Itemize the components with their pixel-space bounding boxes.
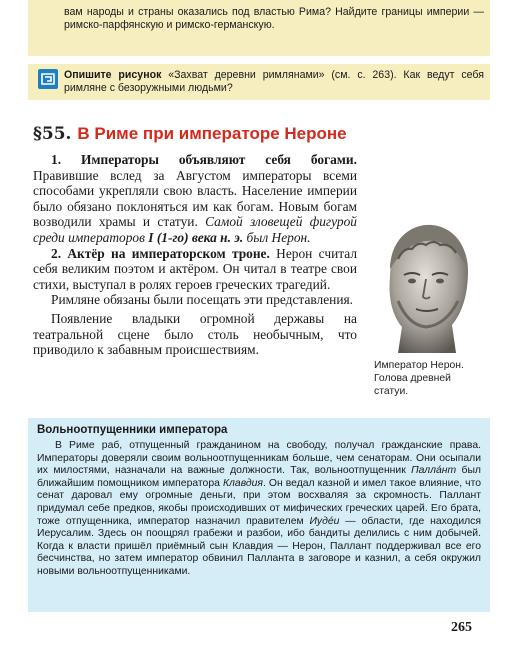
paragraph-1-italic-end: был Нерон. xyxy=(243,229,311,245)
paragraph-2 xyxy=(33,246,357,293)
task-body: «Захват деревни римлянами» (см. с. 263). Как ведут себя римляне с безоружными людьми? xyxy=(64,69,484,94)
freedmen-title: Вольноотпущенники императора xyxy=(37,424,228,436)
section-number: §55. xyxy=(33,124,72,144)
paragraph-1-lead: 1. Императоры объявляют себя богами. xyxy=(51,152,357,167)
section-title: В Риме при императоре Нероне xyxy=(77,124,347,143)
paragraph-3: Римляне обязаны были посещать эти представления. xyxy=(51,292,353,308)
paragraph-1-body: Правившие вслед за Августом императоры всеми способами укрепляли свою власть. Население империи было обязано поклоняться им как богам. Новым богам возводили храмы и статуи. xyxy=(33,167,357,230)
bust-caption: Император Нерон. Голова древней статуи. xyxy=(374,360,464,397)
freedmen-box xyxy=(28,418,490,612)
section-heading xyxy=(33,122,483,146)
paragraph-1-italic: Самой зловещей фигурой среди императоров xyxy=(33,214,357,245)
task-lead: Опишите рисунок xyxy=(64,69,162,81)
paragraph-2-lead: 2. Актёр на императорском троне. xyxy=(51,245,270,261)
paragraph-1-century: I (1-го) века н. э. xyxy=(148,229,244,245)
name-claudius: Клавдия xyxy=(222,477,263,489)
task-box xyxy=(28,64,490,100)
paragraph-1 xyxy=(33,152,357,246)
name-judea: Иудéи xyxy=(309,515,340,527)
task-text xyxy=(64,69,484,95)
paragraph-4: Появление владыки огромной державы на театральной сцене было столь необычным, что приводило к забавным происшествиям. xyxy=(33,310,357,358)
nero-bust-image xyxy=(368,215,484,353)
paragraph-2-body: Нерон считал себя великим поэтом и актёром. Он читал в театре свои стихи, выступал в ролях героев греческих трагедий. xyxy=(33,245,358,292)
name-pallant: Паллáнт xyxy=(411,465,457,477)
picture-icon xyxy=(38,69,58,89)
page-number: 265 xyxy=(451,620,472,635)
top-question-text: вам народы и страны оказались под властью Рима? Найдите границы империи — римско-парфянскую и римско-германскую. xyxy=(64,6,484,31)
freedmen-text: В Риме раб, отпущенный гражданином на свободу, получал гражданские права. Императоры доверяли своим вольноотпущенникам больше, чем сенаторам. Они осыпали их милостями, назначали на важные должности. Так, вольноотпущенник Паллáнт был ближайшим помощником императора Клавдия. Он ведал казной и имел такое влияние, что сенат даровал ему огромные деньги, при этом восхваляя за скромность. Паллант придумал себе предков, якобы происходивших от мифических греческих царей. Его брата, тоже отпущенника, император назначил правителем Иудéи — области, где находился Иерусалим. Здесь он поощрял грабежи и разбои, ибо бандиты делились с ним добычей. Когда к власти пришёл приёмный сын Клавдия — Нерон, Паллант поддерживал все его бесчинства, но затем император обвинил Палланта в заговоре и казнил, а себя окружил новыми вольноотпущенниками. xyxy=(37,440,482,577)
top-question-box xyxy=(28,0,490,56)
main-text xyxy=(33,152,357,358)
